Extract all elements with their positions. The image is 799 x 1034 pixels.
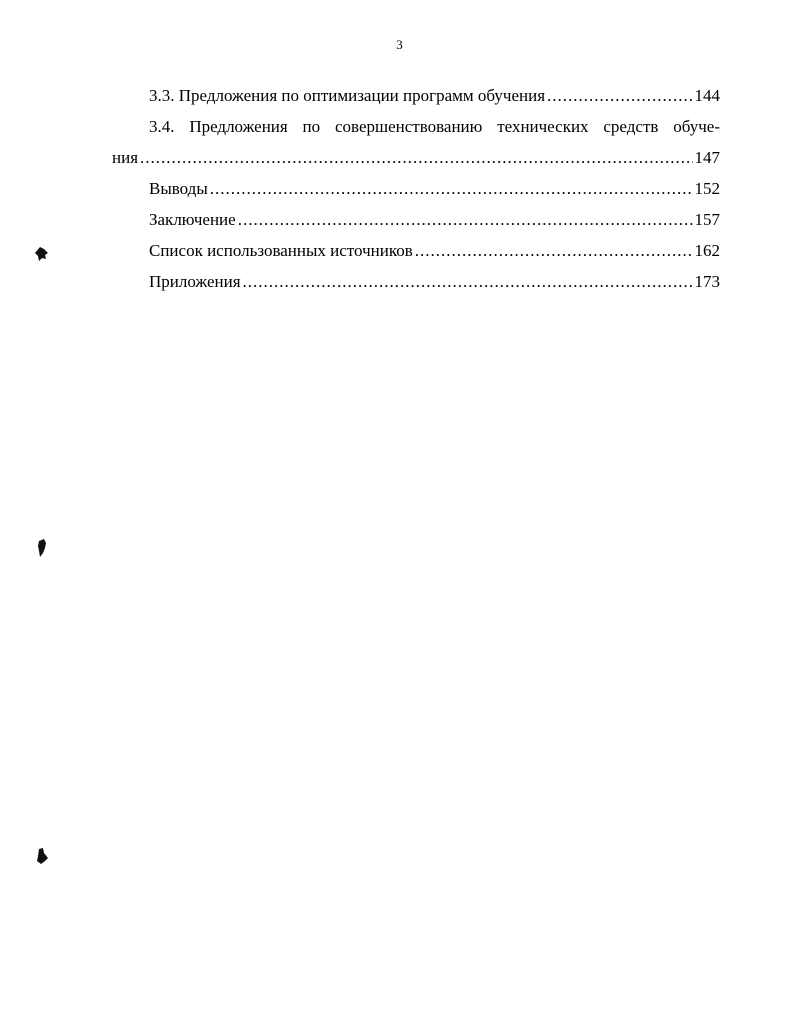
toc-entry-final-conclusion xyxy=(112,204,720,235)
toc-leader-dots xyxy=(243,266,693,297)
toc-entry-conclusions xyxy=(112,173,720,204)
toc-entry-title: Приложения xyxy=(149,272,241,291)
punch-hole-mark-icon xyxy=(33,244,49,264)
toc-entry-page: 144 xyxy=(694,86,720,105)
toc-entry-references xyxy=(112,235,720,266)
toc-leader-dots xyxy=(140,142,692,173)
toc-entry-title: Список использованных источников xyxy=(149,241,413,260)
toc-entry-page: 173 xyxy=(694,272,720,291)
toc-entry-3-4-line1: 3.4. Предложения по совершенствованию технических средств обуче- xyxy=(149,117,720,136)
punch-hole-mark-icon xyxy=(34,846,50,866)
toc-entry-title: Выводы xyxy=(149,179,208,198)
toc-leader-dots xyxy=(415,235,693,266)
toc-leader-dots xyxy=(238,204,693,235)
toc-entry-3-3 xyxy=(112,80,720,111)
page-number: 3 xyxy=(396,37,403,52)
toc-entry-title: Заключение xyxy=(149,210,236,229)
toc-entry-page: 147 xyxy=(694,148,720,167)
toc-entry-appendices xyxy=(112,266,720,297)
toc-entry-page: 152 xyxy=(694,179,720,198)
toc-entry-page: 157 xyxy=(694,210,720,229)
toc-leader-dots xyxy=(210,173,693,204)
toc-entry-title: 3.3. Предложения по оптимизации программ обучения xyxy=(149,86,546,105)
toc-leader-dots xyxy=(547,80,692,111)
toc-entry-3-4-line2 xyxy=(112,142,720,173)
toc-entry-page: 162 xyxy=(694,241,720,260)
toc-entry-title: ния xyxy=(112,148,139,167)
table-of-contents xyxy=(112,80,720,297)
punch-hole-mark-icon xyxy=(35,538,51,558)
